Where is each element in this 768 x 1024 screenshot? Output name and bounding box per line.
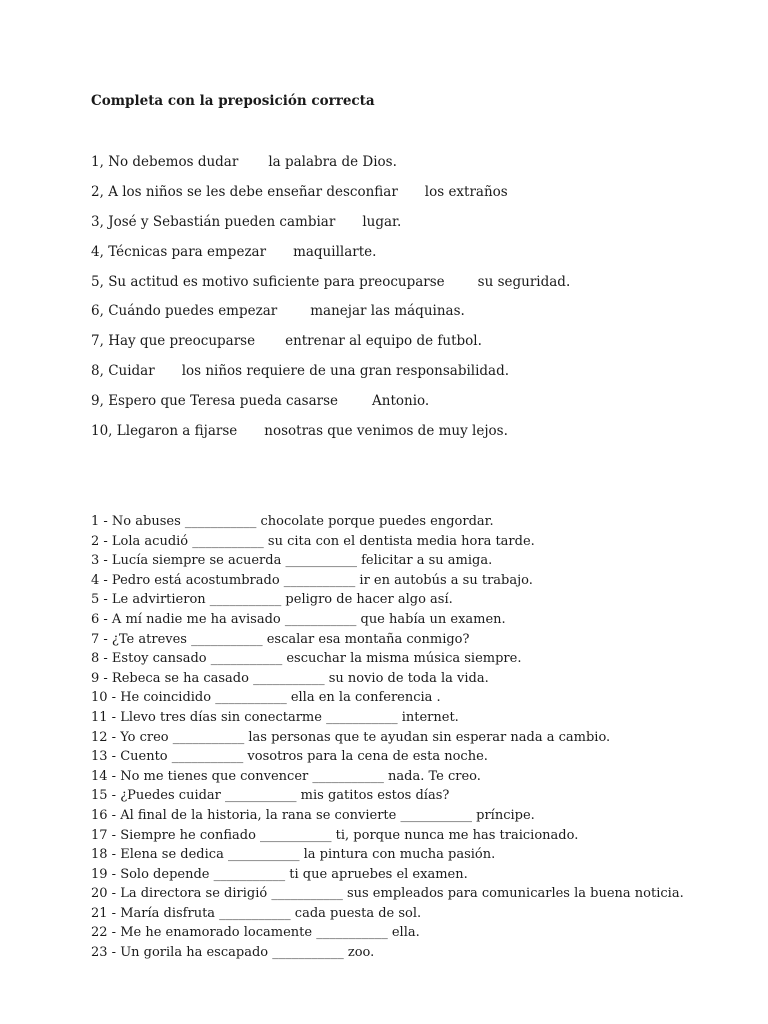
item-text-after: manejar las máquinas.: [310, 303, 465, 320]
item-text-before: Llegaron a fijarse: [116, 423, 238, 440]
exercise-1-item: [91, 182, 731, 212]
exercise-2-item: [91, 884, 741, 904]
item-text-after: Antonio.: [372, 393, 430, 410]
item-text-before: Su actitud es motivo suficiente para preocuparse: [108, 273, 445, 290]
item-text-before: 11 - Llevo tres días sin conectarme: [91, 709, 327, 725]
exercise-1-item: [91, 152, 731, 182]
answer-blank[interactable]: ___________: [253, 670, 325, 686]
item-text-before: 7 - ¿Te atreves: [91, 631, 192, 647]
item-text-before: 8 - Estoy cansado: [91, 651, 211, 667]
exercise-1-item: [91, 301, 731, 331]
item-text-before: 18 - Elena se dedica: [91, 847, 228, 863]
exercise-2-item: [91, 688, 741, 708]
item-text-before: Espero que Teresa pueda casarse: [108, 393, 339, 410]
item-text-after: ti que apruebes el examen.: [285, 866, 468, 882]
exercise-2-item: [91, 571, 741, 591]
answer-blank[interactable]: ___________: [316, 925, 388, 941]
exercise-1-item: [91, 421, 731, 451]
item-text-after: entrenar al equipo de futbol.: [285, 333, 482, 350]
item-number: 5,: [91, 273, 104, 290]
item-text-after: zoo.: [343, 945, 375, 961]
exercise-2-item: [91, 786, 741, 806]
exercise-2-item: [91, 610, 741, 630]
item-text-after: ella en la conferencia .: [286, 690, 441, 706]
item-text-before: 9 - Rebeca se ha casado: [91, 670, 254, 686]
exercise-2-item: [91, 747, 741, 767]
item-text-after: la palabra de Dios.: [268, 154, 397, 170]
item-number: 3,: [91, 213, 104, 230]
answer-blank[interactable]: ___________: [312, 768, 384, 784]
exercise-2-item: [91, 669, 741, 689]
exercise-1-item: [91, 272, 731, 302]
answer-blank[interactable]: ___________: [184, 514, 257, 529]
item-text-before: 21 - María disfruta: [91, 905, 220, 921]
item-text-before: José y Sebastián pueden cambiar: [108, 213, 336, 230]
item-text-before: 5 - Le advirtieron: [91, 592, 210, 608]
exercise-2-item: [91, 767, 741, 787]
exercise-2-list: [91, 512, 741, 963]
item-text-before: 14 - No me tienes que convencer: [91, 768, 313, 784]
exercise-2-item: [91, 865, 741, 885]
item-text-after: los extraños: [424, 183, 508, 200]
answer-blank[interactable]: ___________: [225, 788, 297, 804]
answer-blank[interactable]: ___________: [191, 631, 263, 647]
item-text-after: su cita con el dentista media hora tarde.: [263, 533, 535, 549]
item-text-after: ella.: [387, 925, 420, 941]
exercise-1-item: [91, 391, 731, 421]
exercise-2-item: [91, 728, 741, 748]
item-text-after: lugar.: [362, 213, 402, 230]
item-text-before: 2 - Lola acudió: [91, 533, 193, 549]
item-number: 6,: [91, 303, 104, 320]
item-number: 7,: [91, 333, 104, 350]
exercise-2-item: [91, 532, 741, 552]
answer-blank[interactable]: ___________: [172, 729, 245, 745]
item-number: 8,: [91, 363, 104, 380]
exercise-2-item: [91, 806, 741, 826]
answer-blank[interactable]: ___________: [210, 651, 283, 667]
answer-blank[interactable]: ___________: [285, 553, 357, 569]
item-text-after: las personas que te ayudan sin esperar nada a cambio.: [244, 729, 611, 745]
exercise-2-item: [91, 708, 741, 728]
item-number: 4,: [91, 243, 104, 260]
answer-blank[interactable]: ___________: [326, 709, 398, 725]
item-text-before: 16 - Al final de la historia, la rana se convierte: [91, 807, 401, 823]
exercise-2-item: [91, 943, 741, 963]
item-text-before: Cuidar: [108, 363, 155, 380]
exercise-1-list: [91, 152, 731, 451]
item-text-after: ti, porque nunca me has traicionado.: [331, 827, 579, 843]
item-text-after: ir en autobús a su trabajo.: [355, 572, 533, 588]
item-text-after: escuchar la misma música siempre.: [282, 651, 522, 667]
exercise-2-item: [91, 590, 741, 610]
item-text-after: nosotras que venimos de muy lejos.: [264, 423, 508, 440]
item-text-before: 13 - Cuento: [91, 749, 172, 765]
item-number: 1,: [91, 154, 104, 170]
item-text-before: 1 - No abuses: [91, 514, 185, 529]
item-text-after: maquillarte.: [293, 243, 377, 260]
exercise-2-item: [91, 649, 741, 669]
item-text-after: la pintura con mucha pasión.: [299, 847, 496, 863]
item-text-before: 3 - Lucía siempre se acuerda: [91, 553, 286, 569]
exercise-2-item: [91, 923, 741, 943]
item-text-before: 10 - He coincidido: [91, 690, 216, 706]
answer-blank[interactable]: ___________: [400, 807, 472, 823]
exercise-1-item: [91, 361, 731, 391]
item-text-before: 12 - Yo creo: [91, 729, 173, 745]
item-text-before: Hay que preocuparse: [108, 333, 256, 350]
answer-blank[interactable]: ___________: [215, 690, 287, 706]
item-text-after: mis gatitos estos días?: [296, 788, 450, 804]
worksheet-title: Completa con la preposición correcta: [91, 93, 375, 109]
item-text-before: 20 - La directora se dirigió: [91, 886, 272, 902]
item-text-after: su novio de toda la vida.: [324, 670, 489, 686]
answer-blank[interactable]: ___________: [227, 847, 300, 863]
item-text-after: príncipe.: [472, 807, 535, 823]
item-text-before: 23 - Un gorila ha escapado: [91, 945, 273, 961]
exercise-2-item: [91, 904, 741, 924]
item-text-after: sus empleados para comunicarles la buena noticia.: [342, 886, 684, 902]
item-text-after: su seguridad.: [477, 273, 571, 290]
item-text-before: 4 - Pedro está acostumbrado: [91, 572, 284, 588]
item-text-before: 15 - ¿Puedes cuidar: [91, 788, 226, 804]
exercise-2-item: [91, 512, 741, 532]
answer-blank[interactable]: ___________: [283, 572, 356, 588]
item-text-before: No debemos dudar: [108, 154, 239, 170]
item-number: 2,: [91, 183, 104, 200]
exercise-2-item: [91, 826, 741, 846]
item-text-after: que había un examen.: [356, 611, 506, 627]
item-text-after: cada puesta de sol.: [290, 905, 422, 921]
exercise-2-item: [91, 845, 741, 865]
exercise-2-item: [91, 630, 741, 650]
answer-blank[interactable]: ___________: [192, 533, 264, 549]
answer-blank[interactable]: ___________: [284, 611, 357, 627]
exercise-1-item: [91, 212, 731, 242]
item-text-before: 6 - A mí nadie me ha avisado: [91, 611, 285, 627]
item-text-after: peligro de hacer algo así.: [281, 592, 453, 608]
item-number: 10,: [91, 423, 113, 440]
item-text-before: Técnicas para empezar: [108, 243, 267, 260]
item-text-after: felicitar a su amiga.: [356, 553, 493, 569]
answer-blank[interactable]: ___________: [272, 945, 344, 961]
item-text-before: 19 - Solo depende: [91, 866, 214, 882]
item-text-after: los niños requiere de una gran responsabilidad.: [181, 363, 510, 380]
answer-blank[interactable]: ___________: [271, 886, 343, 902]
answer-blank[interactable]: ___________: [219, 905, 291, 921]
answer-blank[interactable]: ___________: [260, 827, 332, 843]
answer-blank[interactable]: ___________: [213, 866, 286, 882]
item-text-before: Cuándo puedes empezar: [108, 303, 278, 320]
exercise-2-item: [91, 551, 741, 571]
answer-blank[interactable]: ___________: [171, 749, 244, 765]
item-text-before: A los niños se les debe enseñar desconfiar: [108, 183, 398, 200]
item-text-after: internet.: [397, 709, 459, 725]
item-text-before: 22 - Me he enamorado locamente: [91, 925, 317, 941]
item-text-after: vosotros para la cena de esta noche.: [243, 749, 488, 765]
exercise-1-item: [91, 242, 731, 272]
item-number: 9,: [91, 393, 104, 410]
answer-blank[interactable]: ___________: [209, 592, 282, 608]
item-text-after: nada. Te creo.: [383, 768, 481, 784]
item-text-after: chocolate porque puedes engordar.: [256, 514, 494, 529]
item-text-before: 17 - Siempre he confiado: [91, 827, 261, 843]
item-text-after: escalar esa montaña conmigo?: [262, 631, 470, 647]
exercise-1-item: [91, 331, 731, 361]
